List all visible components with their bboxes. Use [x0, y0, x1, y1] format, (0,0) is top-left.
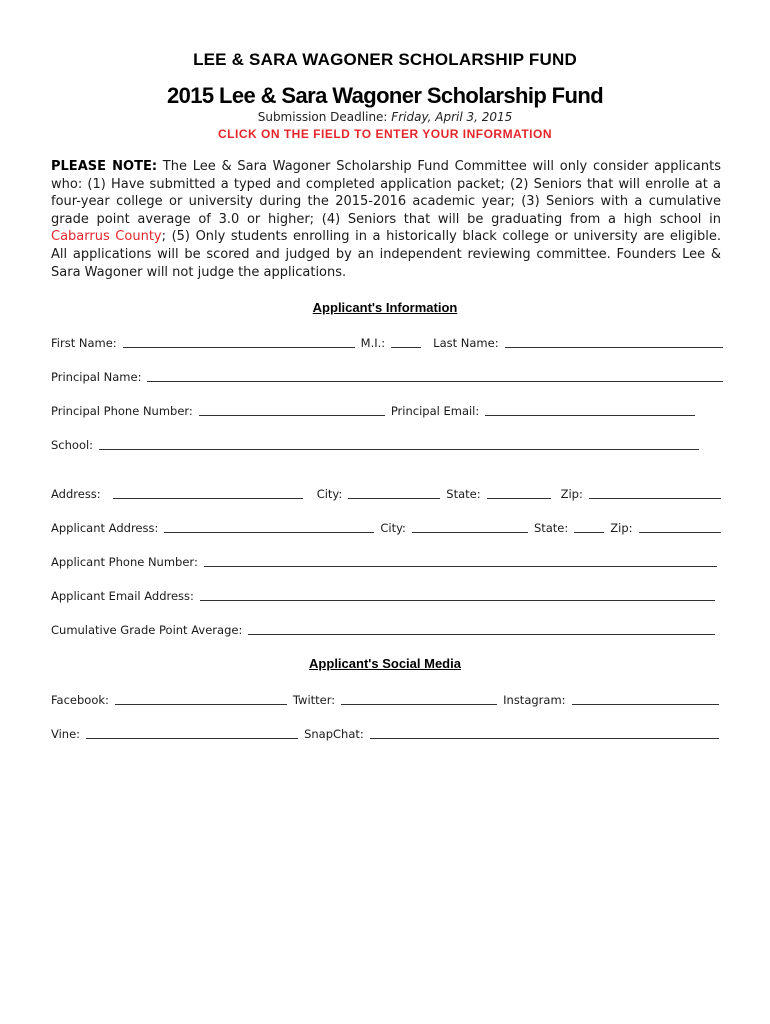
applicant-email-label: Applicant Email Address:	[51, 589, 194, 603]
note-text-2: ; (5) Only students enrolling in a historically black college or university are eligible. All applications will be scored and judged by an independent reviewing committee. Founders Lee & Sara Wagoner will not judge the applications.	[51, 229, 721, 280]
first-name-field[interactable]	[123, 335, 355, 348]
note-text-1: The Lee & Sara Wagoner Scholarship Fund Committee will only consider applicants who: (1) Have submitted a typed and completed application packet; (2) Seniors that will enrolle at a four-year college or university during the 2015-2016 academic year; (3) Seniors with a cumulative grade point average of 3.0 or higher; (4) Seniors that will be graduating from a high school in	[51, 159, 721, 227]
last-name-label: Last Name:	[433, 336, 499, 350]
snapchat-label: SnapChat:	[304, 727, 364, 741]
eligibility-note	[51, 158, 721, 281]
principal-name-row	[51, 368, 723, 384]
school-address-row	[51, 485, 721, 501]
address-field[interactable]	[113, 486, 303, 499]
submission-deadline	[0, 110, 770, 124]
vine-label: Vine:	[51, 727, 81, 741]
note-lead: PLEASE NOTE:	[51, 159, 158, 174]
applicant-phone-row	[51, 553, 717, 569]
deadline-label: Submission Deadline:	[257, 110, 392, 124]
applicant-state-field[interactable]	[574, 520, 604, 533]
social-row-1	[51, 691, 719, 707]
applicant-phone-field[interactable]	[204, 554, 717, 567]
gpa-label: Cumulative Grade Point Average:	[51, 623, 243, 637]
twitter-label: Twitter:	[292, 693, 336, 707]
applicant-address-row	[51, 519, 721, 535]
first-name-label: First Name:	[51, 336, 117, 350]
state-field[interactable]	[487, 486, 551, 499]
twitter-field[interactable]	[341, 692, 497, 705]
organization-header: LEE & SARA WAGONER SCHOLARSHIP FUND	[193, 50, 577, 69]
school-label: School:	[51, 438, 94, 452]
principal-contact-row	[51, 402, 695, 418]
school-field[interactable]	[99, 437, 699, 450]
principal-phone-label: Principal Phone Number:	[51, 404, 193, 418]
applicant-address-field[interactable]	[164, 520, 374, 533]
city-label: City:	[316, 487, 343, 501]
applicant-state-label: State:	[533, 521, 569, 535]
instagram-label: Instagram:	[503, 693, 566, 707]
state-label: State:	[446, 487, 481, 501]
principal-name-field[interactable]	[147, 369, 723, 382]
principal-phone-field[interactable]	[199, 403, 385, 416]
principal-email-label: Principal Email:	[390, 404, 480, 418]
mi-label: M.I.:	[360, 336, 386, 350]
last-name-field[interactable]	[505, 335, 723, 348]
school-row	[51, 436, 699, 452]
applicant-email-row	[51, 587, 715, 603]
social-media-heading: Applicant's Social Media	[309, 656, 461, 671]
zip-label: Zip:	[560, 487, 583, 501]
deadline-date: Friday, April 3, 2015	[391, 110, 513, 124]
applicant-phone-label: Applicant Phone Number:	[51, 555, 198, 569]
snapchat-field[interactable]	[370, 726, 719, 739]
applicant-city-field[interactable]	[412, 520, 528, 533]
social-row-2	[51, 725, 719, 741]
vine-field[interactable]	[86, 726, 298, 739]
mi-field[interactable]	[391, 335, 421, 348]
gpa-row	[51, 621, 715, 637]
name-row	[51, 334, 723, 350]
applicant-zip-label: Zip:	[610, 521, 633, 535]
form-title: 2015 Lee & Sara Wagoner Scholarship Fund	[166, 83, 604, 108]
principal-email-field[interactable]	[485, 403, 695, 416]
principal-name-label: Principal Name:	[51, 370, 142, 384]
applicant-zip-field[interactable]	[639, 520, 721, 533]
applicant-info-heading: Applicant's Information	[312, 300, 458, 315]
county-link: Cabarrus County	[51, 229, 162, 245]
instagram-field[interactable]	[572, 692, 719, 705]
facebook-label: Facebook:	[51, 693, 109, 707]
instruction-text: CLICK ON THE FIELD TO ENTER YOUR INFORMATION	[218, 127, 552, 141]
facebook-field[interactable]	[115, 692, 287, 705]
zip-field[interactable]	[589, 486, 721, 499]
address-label: Address:	[51, 487, 101, 501]
applicant-email-field[interactable]	[200, 588, 715, 601]
gpa-field[interactable]	[248, 622, 715, 635]
applicant-city-label: City:	[380, 521, 406, 535]
city-field[interactable]	[348, 486, 440, 499]
applicant-address-label: Applicant Address:	[51, 521, 159, 535]
